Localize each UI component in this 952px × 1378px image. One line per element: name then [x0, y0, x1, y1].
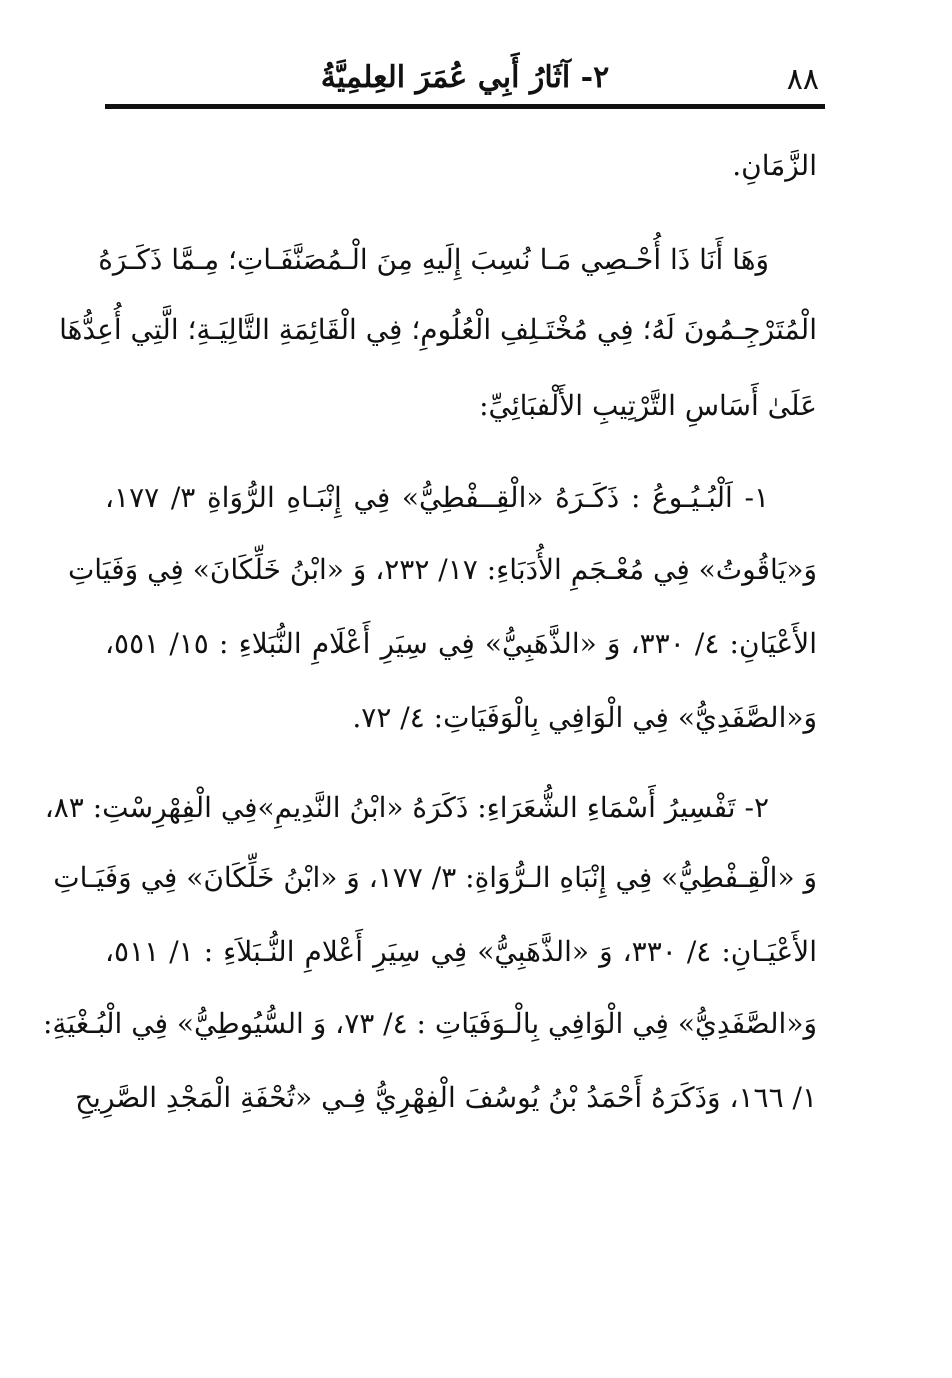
entry-line: وَ«الصَّفَدِيُّ» فِي الْوَافِي بِالْوَفَيَاتِ: ٤/ ٧٢.: [352, 701, 817, 734]
entry-line: وَ«يَاقُوتُ» فِي مُعْـجَمِ الأُدَبَاءِ: ١٧/ ٢٣٢، وَ «ابْنُ خَلِّكَانَ» فِي وَفَيَاتِ: [67, 553, 817, 586]
intro-paragraph-line: وَهَا أَنَا ذَا أُحْـصِي مَـا نُسِبَ إِلَيهِ مِنَ الْـمُصَنَّفَـاتِ؛ مِـمَّا ذَكَـرَهُ: [98, 243, 769, 276]
page-number: ٨٨: [786, 62, 819, 97]
entry-line: ١- اَلْبُـيُـوعُ : ذَكَـرَهُ «الْقِــفْطِيُّ» فِي إِنْبَـاهِ الرُّوَاةِ ٣/ ١٧٧،: [105, 481, 769, 514]
entry-line: وَ «الْقِـفْطِيُّ» فِي إِنْبَاهِ الـرُّوَاةِ: ٣/ ١٧٧، وَ «ابْنُ خَلِّكَانَ» فِي وَفَيَـاتِ: [53, 861, 817, 894]
entry-line: ١/ ١٦٦، وَذَكَرَهُ أَحْمَدُ بْنُ يُوسُفَ الْفِهْرِيُّ فِـي «تُحْفَةِ الْمَجْدِ الصَّرِيحِ: [75, 1081, 817, 1114]
entry-line: وَ«الصَّفَدِيُّ» فِي الْوَافِي بِالْـوَفَيَاتِ : ٤/ ٧٣، وَ السُّيُوطِيُّ» فِي الْبُـغْيَةِ:: [42, 1007, 817, 1040]
intro-paragraph-line: عَلَىٰ أَسَاسِ التَّرْتِيبِ الأَلْفبَائِيِّ:: [479, 389, 817, 422]
entry-line: الأَعْيَـانِ: ٤/ ٣٣٠، وَ «الذَّهَبِيُّ» فِي سِيَرِ أَعْلامِ النُّـبَلاَءِ : ١/ ٥١١،: [105, 935, 817, 968]
running-title: ٢- آثَارُ أَبِي عُمَرَ العِلمِيَّةُ: [320, 60, 610, 95]
intro-end-line: الزَّمَانِ.: [732, 149, 817, 182]
entry-line: ٢- تَفْسِيرُ أَسْمَاءِ الشُّعَرَاءِ: ذَكَرَهُ «ابْنُ النَّدِيمِ»فِي الْفِهْرِسْتِ: ٨٣،: [44, 791, 769, 824]
entry-line: الأَعْيَانِ: ٤/ ٣٣٠، وَ «الذَّهَبِيُّ» فِي سِيَرِ أَعْلَامِ النُّبَلاءِ : ١٥/ ٥٥١،: [105, 627, 817, 660]
intro-paragraph-line: الْمُتَرْجِـمُونَ لَهُ؛ فِي مُخْتَـلِفِ الْعُلُومِ؛ فِي الْقَائِمَةِ التَّالِيَـةِ؛ الَّتِي أُعِدُّهَا: [59, 313, 817, 346]
header-rule: [105, 104, 825, 109]
page-header: [105, 56, 825, 104]
